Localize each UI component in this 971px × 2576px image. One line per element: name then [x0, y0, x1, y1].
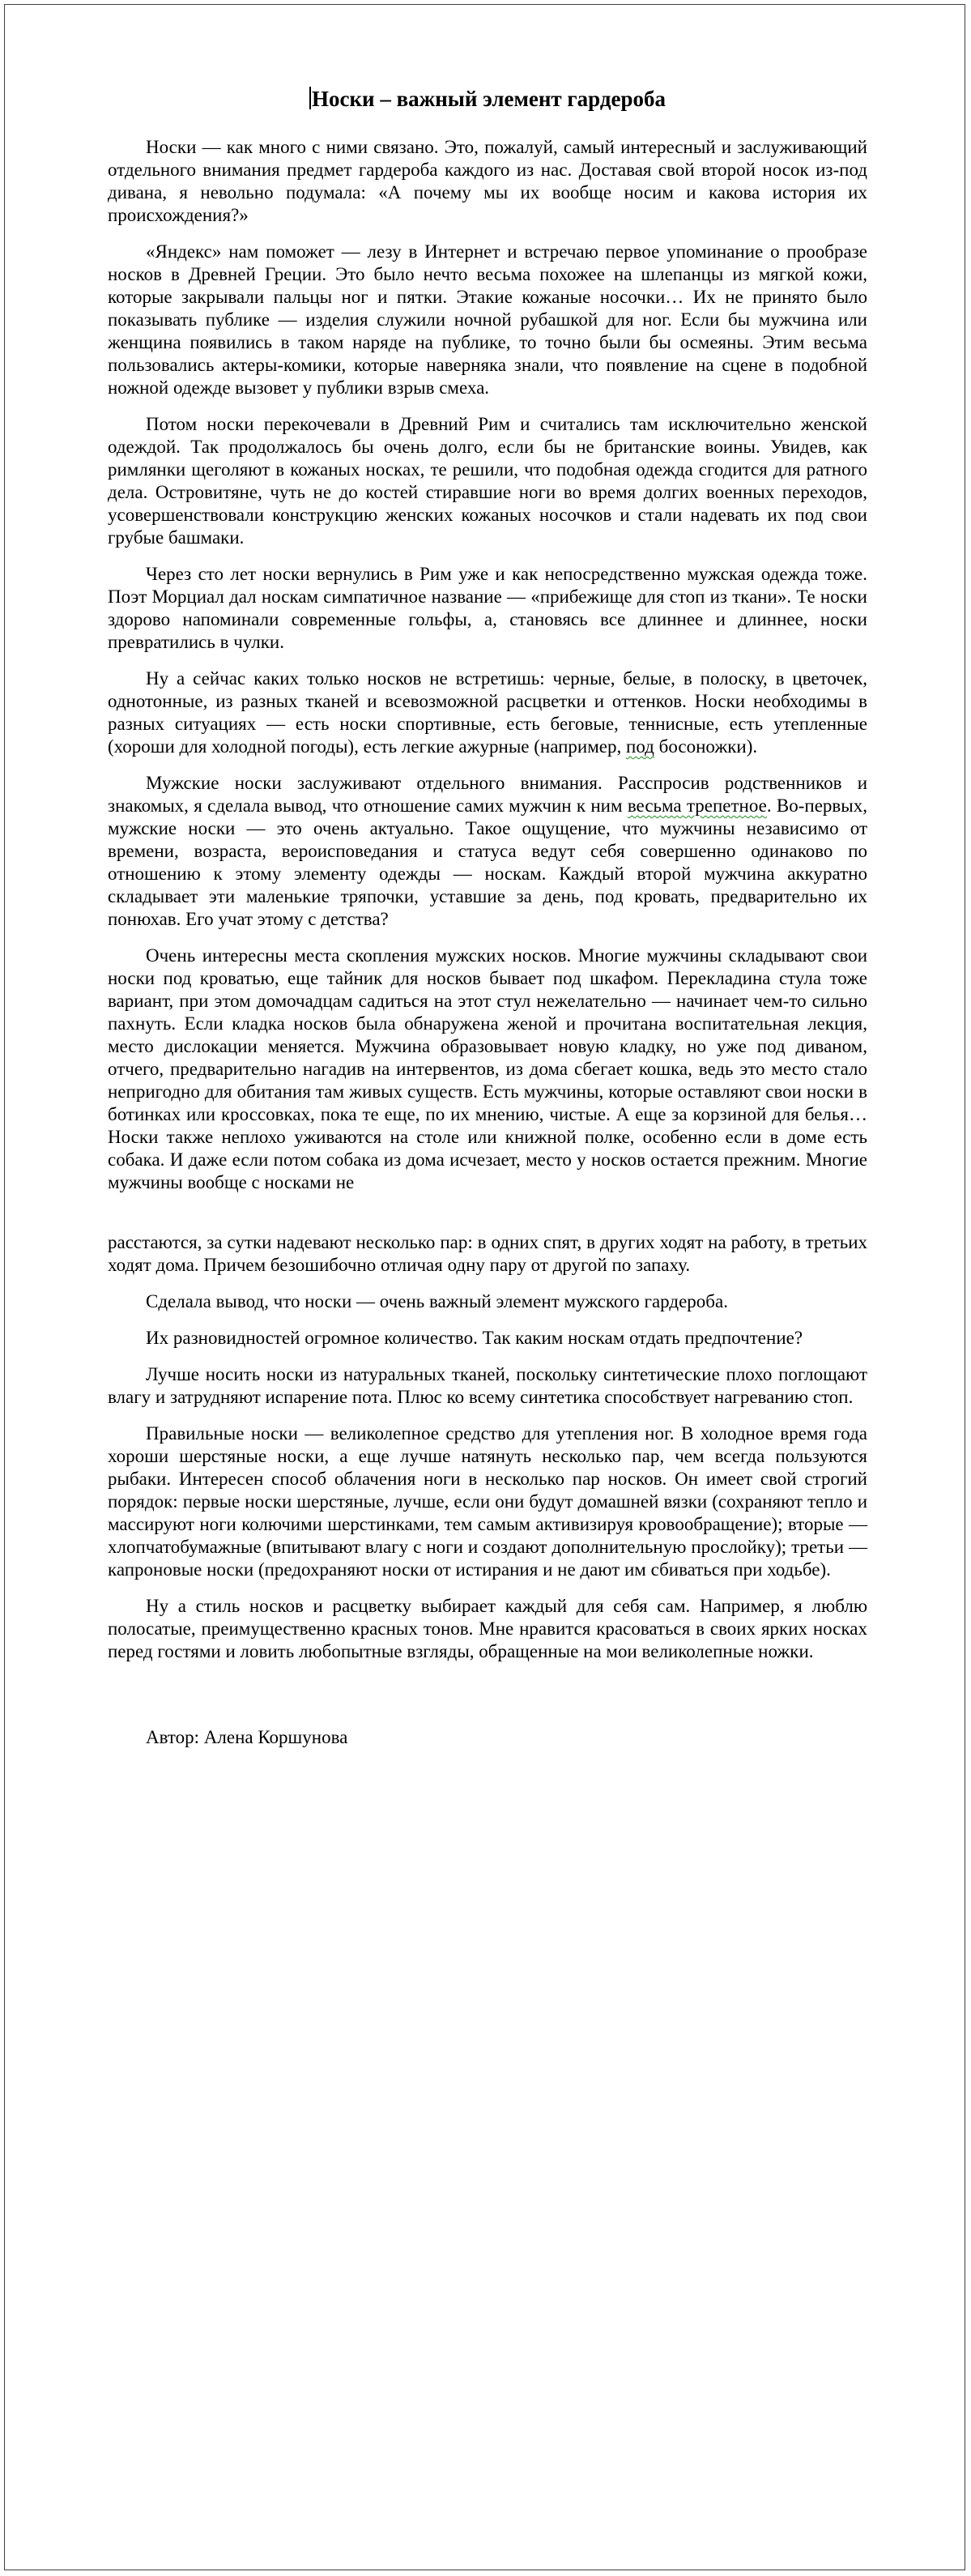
paragraph-sock-variety-text-after: босоножки).: [654, 736, 758, 757]
paragraph-ancient-greece[interactable]: «Яндекс» нам поможет — лезу в Интернет и встречаю первое упоминание о прообразе носков в Древней Греции. Это было нечто весьма похожее на шлепанцы из мягкой кожи, которые закрывали пальцы ног и пятки. Этакие кожаные носочки… Их не принято было показывать публике — изделия служили ночной рубашкой для ног. Если бы мужчина или женщина появились в таком наряде на публике, то точно были бы осмеяны. Этим весьма пользовались актеры-комики, которые наверняка знали, что появление на сцене в подобной ножной одежде вызовет у публики взрыв смеха.: [108, 241, 867, 398]
paragraph-ancient-rome[interactable]: Потом носки перекочевали в Древний Рим и считались там исключительно женской одеждой. Так продолжалось бы очень долго, если бы не британские воины. Увидев, как римлянки щеголяют в кожаных носках, те решили, что подобная одежда сгодится для ратного дела. Островитяне, чуть не до костей стиравшие ноги во время долгих военных переходов, усовершенствовали конструкцию женских кожаных носочков и стали надевать их под свои грубые башмаки.: [108, 414, 867, 548]
document-title[interactable]: [108, 86, 867, 112]
document-title-text: Носки – важный элемент гардероба: [311, 87, 666, 111]
paragraph-sock-stashes[interactable]: Очень интересны места скопления мужских носков. Многие мужчины складывают свои носки под кроватью, еще тайник для носков бывает под шкафом. Перекладина стула тоже вариант, при этом домочадцам садиться на этот стул нежелательно — начинает чем-то сильно пахнуть. Если кладка носков была обнаружена женой и прочитана воспитательная лекция, место дислокации меняется. Мужчина образовывает новую кладку, но уже под диваном, отчего, предварительно нагадив на интервентов, из дома сбегает кошка, ведь это место стало непригодно для обитания там живых существ. Есть мужчины, которые оставляют свои носки в ботинках или кроссовках, пока те еще, по их мнению, чистые. А еще за корзиной для белья… Носки также неплохо уживаются на столе или книжной полке, особенно если в доме есть собака. И даже если потом собака из дома исчезает, место у носков остается прежним. Многие мужчины вообще с носками не: [108, 945, 867, 1192]
paragraph-style-choice[interactable]: Ну а стиль носков и расцветку выбирает каждый для себя сам. Например, я люблю полосатые, преимущественно красных тонов. Мне нравится красоваться в своих ярких носках перед гостями и ловить любопытные взгляды, обращенные на мои великолепные ножки.: [108, 1596, 867, 1661]
grammar-underline-trepetnoe: весьма трепетное: [627, 795, 767, 816]
paragraph-mens-socks[interactable]: [108, 772, 867, 931]
text-cursor: [309, 87, 311, 109]
paragraph-sock-variety-text: Ну а сейчас каких только носков не встретишь: черные, белые, в полоску, в цветочек, однотонные, из разных тканей и всевозможной расцветки и оттенков. Носки необходимы в разных ситуациях — есть носки спортивные, есть беговые, теннисные, есть утепленные (хороши для холодной погоды), есть легкие ажурные (например,: [108, 668, 867, 757]
paragraph-sock-variety[interactable]: [108, 667, 867, 758]
paragraph-proper-socks[interactable]: Правильные носки — великолепное средство для утепления ног. В холодное время года хороши шерстяные носки, а еще лучше натянуть несколько пар, чем всегда пользуются рыбаки. Интересен способ облачения ноги в несколько пар носков. Он имеет свой строгий порядок: первые носки шерстяные, лучше, если они будут домашней вязки (сохраняют тепло и массируют ноги колючими шерстинками, тем самым активизируя кровообращение); вторые — хлопчатобумажные (впитывают влагу с ноги и создают дополнительную прослойку); третьи — капроновые носки (предохраняют носки от истирания и не дают им сбиваться при ходьбе).: [108, 1423, 867, 1580]
paragraph-variety-question[interactable]: Их разновидностей огромное количество. Так каким носкам отдать предпочтение?: [146, 1328, 803, 1348]
grammar-underline-pod: под: [626, 736, 654, 757]
document-content[interactable]: [108, 86, 867, 1749]
paragraph-rome-return[interactable]: Через сто лет носки вернулись в Рим уже и как непосредственно мужская одежда тоже. Поэт Морциал дал носкам симпатичное название — «прибежище для стоп из ткани». Те носки здорово напоминали современные гольфы, а, становясь все длиннее и длиннее, носки превратились в чулки.: [108, 564, 867, 652]
document-page: [4, 4, 965, 2570]
paragraph-intro[interactable]: Носки — как много с ними связано. Это, пожалуй, самый интересный и заслуживающий отдельного внимания предмет гардероба каждого из нас. Доставая свой второй носок из-под дивана, я невольно подумала: «А почему мы их вообще носим и какова история их происхождения?»: [108, 137, 867, 225]
paragraph-sock-stashes-continued[interactable]: расстаются, за сутки надевают несколько пар: в одних спят, в других ходят на работу, в третьих ходят дома. Причем безошибочно отличая одну пару от другой по запаху.: [108, 1232, 867, 1275]
author-line[interactable]: Автор: Алена Коршунова: [146, 1727, 348, 1747]
paragraph-mens-socks-text-after: . Во-первых, мужские носки — это очень актуально. Такое ощущение, что мужчины независимо от времени, возраста, вероисповедания и статуса ведут себя совершенно одинаково по отношению к этому элементу одежды — носкам. Каждый второй мужчина аккуратно складывает эти маленькие тряпочки, уставшие за день, под кровать, предварительно их понюхав. Его учат этому с детства?: [108, 795, 867, 929]
paragraph-conclusion[interactable]: Сделала вывод, что носки — очень важный элемент мужского гардероба.: [146, 1291, 728, 1311]
paragraph-natural-fabrics[interactable]: Лучше носить носки из натуральных тканей, поскольку синтетические плохо поглощают влагу и затрудняют испарение пота. Плюс ко всему синтетика способствует нагреванию стоп.: [108, 1364, 867, 1407]
paragraph-mens-socks-text: Мужские носки заслуживают отдельного внимания. Расспросив родственников и знакомых, я сделала вывод, что отношение самих мужчин к ним: [108, 773, 867, 816]
